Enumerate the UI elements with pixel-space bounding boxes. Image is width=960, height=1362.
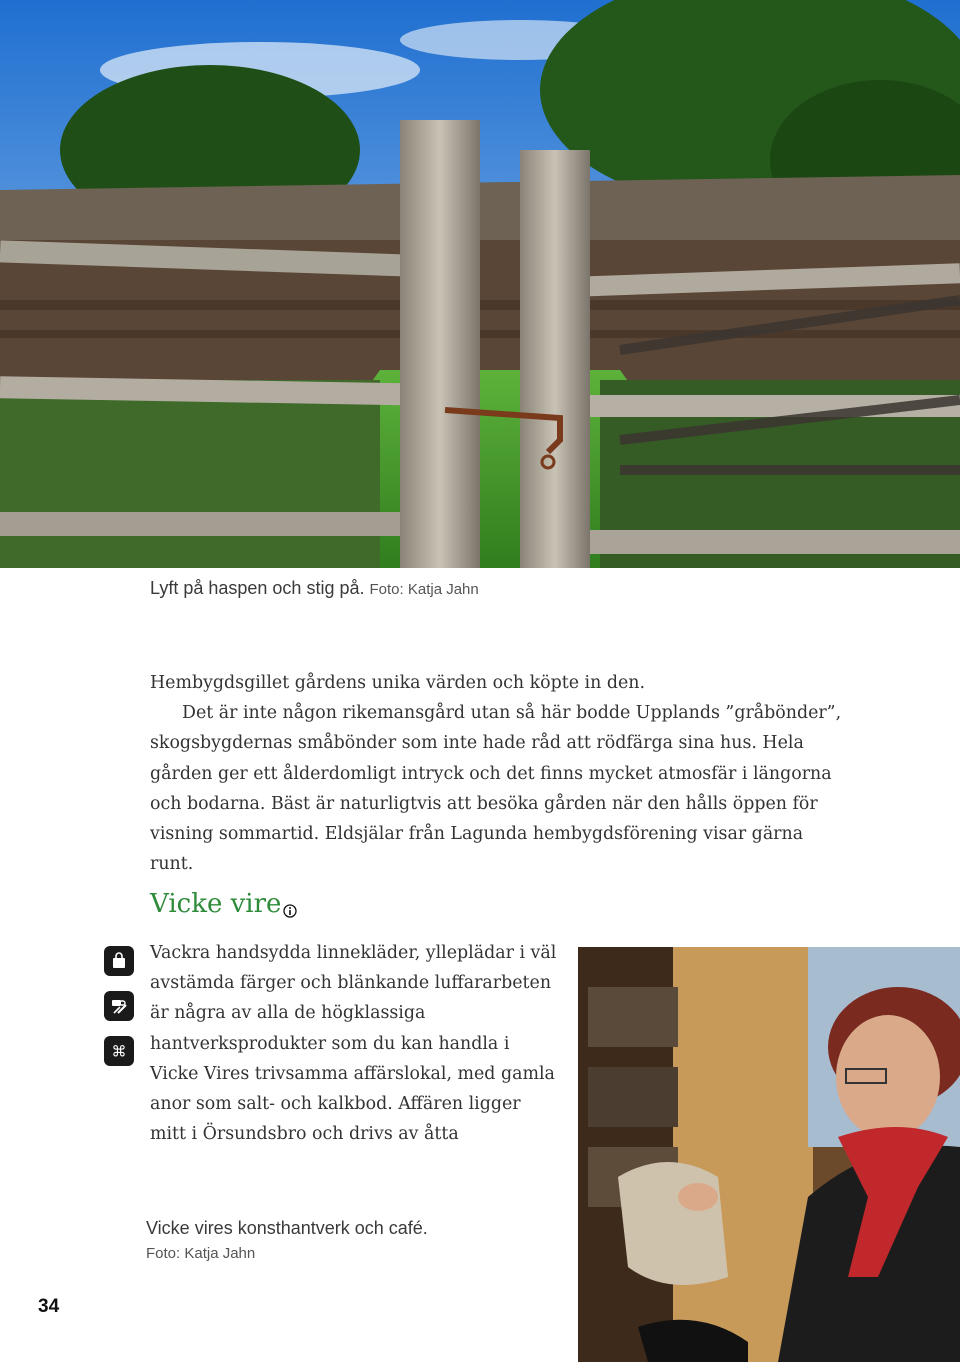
svg-text:⌘: ⌘ xyxy=(111,1042,127,1061)
cafe-icon xyxy=(104,991,134,1021)
shopping-bag-icon xyxy=(104,946,134,976)
photo-credit: Foto: Katja Jahn xyxy=(369,581,479,598)
shop-photo-caption xyxy=(146,1218,428,1262)
fence-gate-photo xyxy=(0,0,960,568)
woman-shopping-photo xyxy=(578,947,960,1362)
section-title xyxy=(150,889,297,925)
paragraph: Hembygdsgillet gårdens unika värden och köpte in den. xyxy=(150,673,645,693)
service-icons xyxy=(104,946,136,1081)
section-text xyxy=(150,938,560,1149)
caption-text: Lyft på haspen och stig på. xyxy=(150,578,365,598)
body-text xyxy=(150,668,850,879)
photo-credit: Foto: Katja Jahn xyxy=(146,1245,256,1262)
paragraph: Det är inte någon rikemansgård utan så här bodde Upplands ”gråbönder”, skogsbygdernas småbönder som inte hade råd att rödfärga sina hus. Hela gården ger ett ålderdomligt intryck och det finns mycket atmosfär i längorna och bodarna. Bäst är naturligtvis att besöka gården när den hålls öppen för visning sommartid. Eldsjälar från Lagunda hembygdsförening visar gärna runt. xyxy=(150,703,842,875)
top-photo-caption xyxy=(150,578,479,599)
shop-photo xyxy=(578,947,960,1362)
info-circle-icon xyxy=(283,895,297,925)
caption-text: Vicke vires konsthantverk och café. xyxy=(146,1218,428,1238)
paragraph: Vackra handsydda linnekläder, ylleplädar i väl avstämda färger och blänkande luffararbeten är några av alla de högklassiga hantverksprodukter som du kan handla i Vicke Vires trivsamma affärslokal, med gamla anor som salt- och kalkbod. Affären ligger mitt i Örsundsbro och drivs av åtta xyxy=(150,943,557,1145)
page-number: 34 xyxy=(38,1296,60,1317)
crafts-icon xyxy=(104,1036,134,1066)
hero-photo xyxy=(0,0,960,568)
section-title-text: Vicke vire xyxy=(150,889,282,919)
